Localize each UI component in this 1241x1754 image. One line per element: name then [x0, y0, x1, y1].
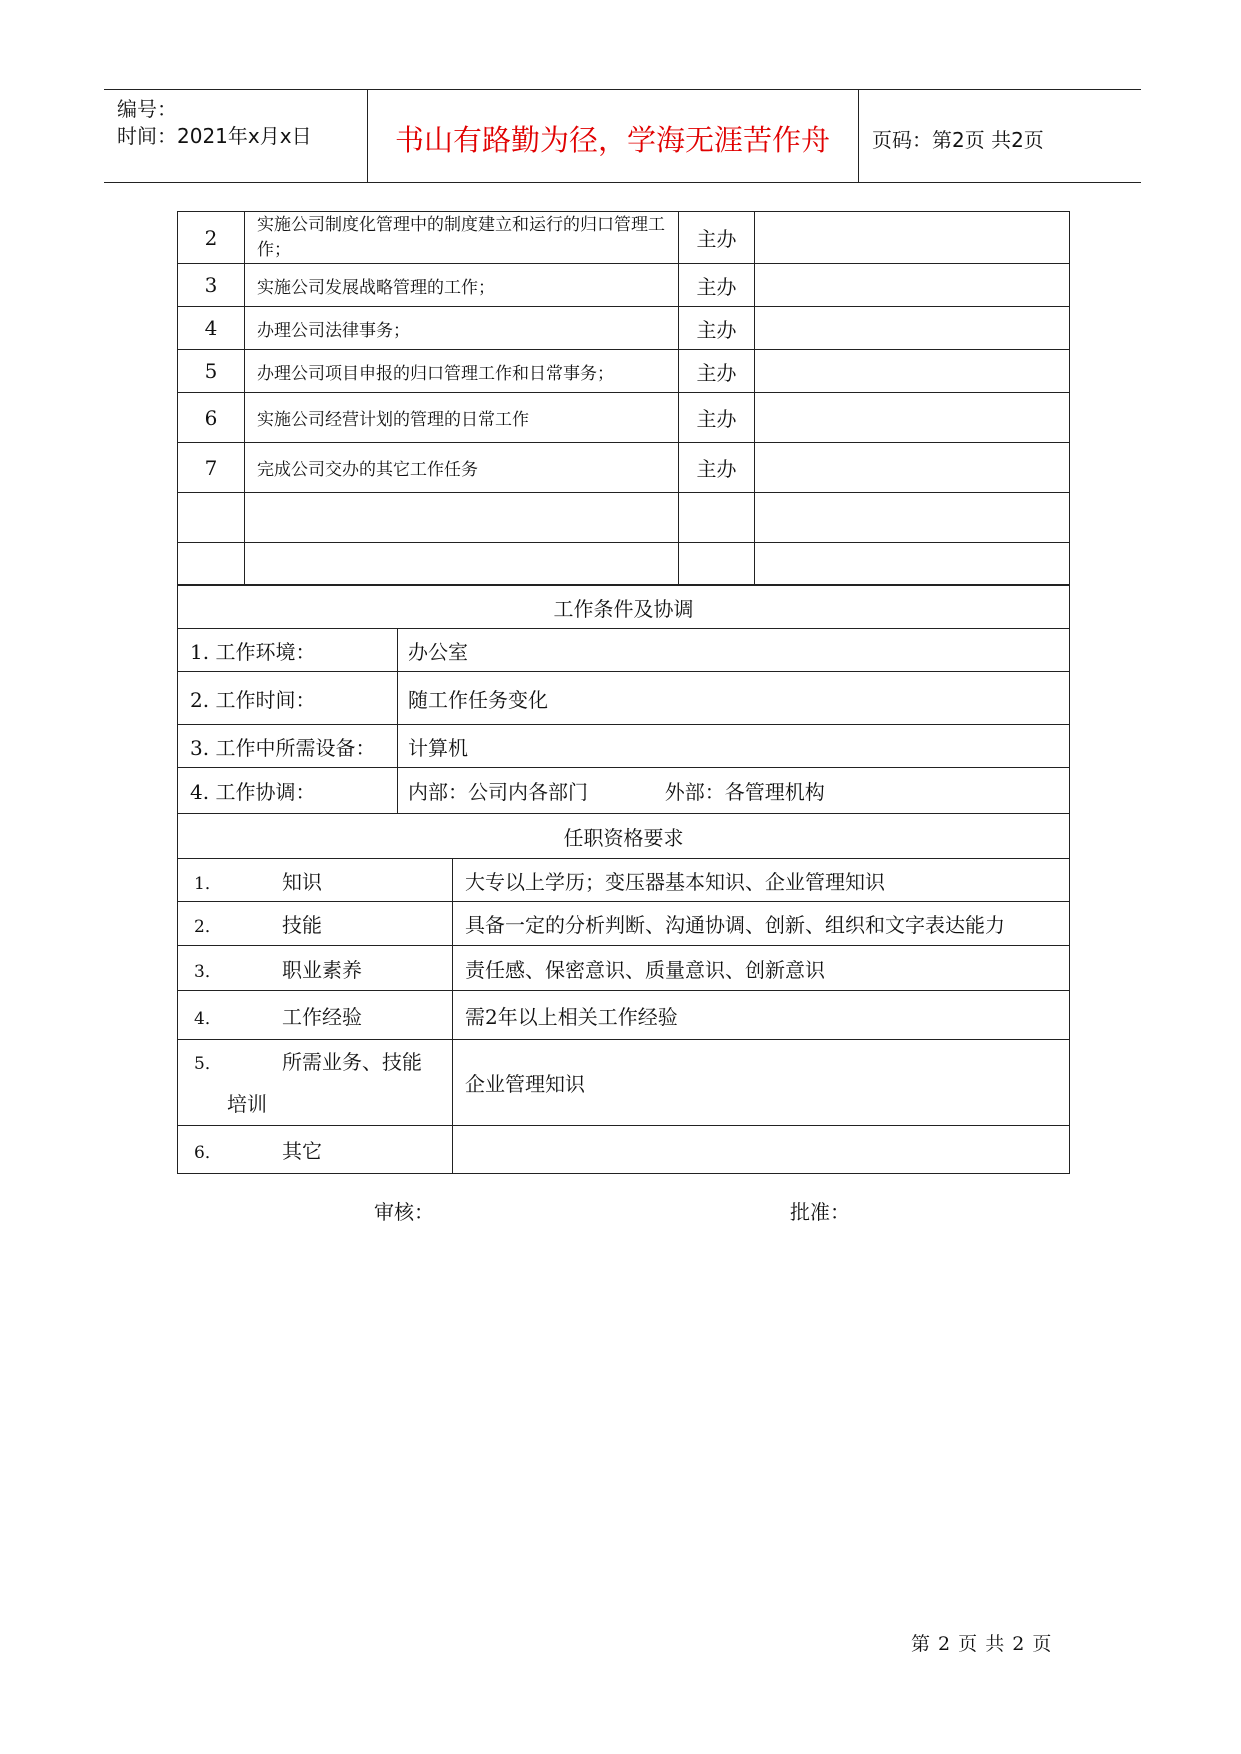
duty-content [245, 493, 679, 543]
table-row [178, 1040, 1070, 1126]
duty-role: 主办 [679, 393, 755, 443]
duty-number: 2 [178, 212, 245, 264]
duty-note [755, 393, 1070, 443]
condition-label: 3. 工作中所需设备： [178, 725, 398, 768]
duty-content: 实施公司发展战略管理的工作； [245, 264, 679, 307]
header-divider [858, 89, 859, 182]
duty-role: 主办 [679, 443, 755, 493]
qualification-label: 职业素养 [282, 957, 362, 982]
qualification-label-cell [178, 1040, 453, 1126]
qualification-label-cell [178, 946, 453, 991]
qualification-number: 2． [194, 917, 222, 937]
qualification-label: 工作经验 [282, 1004, 362, 1029]
qualification-label: 知识 [282, 869, 322, 894]
condition-label: 1. 工作环境： [178, 629, 398, 672]
condition-value: 随工作任务变化 [398, 672, 1070, 725]
duty-role [679, 543, 755, 585]
table-row [178, 443, 1070, 493]
table-row [178, 586, 1070, 629]
qualification-number: 6． [194, 1143, 222, 1163]
duty-note [755, 307, 1070, 350]
page-number-label: 页码：第2页 共2页 [872, 128, 1044, 152]
duty-number [178, 543, 245, 585]
duty-number: 5 [178, 350, 245, 393]
qualifications-heading: 任职资格要求 [178, 814, 1070, 859]
duty-number [178, 493, 245, 543]
header-bottom-rule [104, 182, 1141, 183]
qualification-number: 3． [194, 961, 222, 982]
qualification-value: 企业管理知识 [453, 1040, 1070, 1126]
duties-table [177, 211, 1070, 585]
qualification-label: 技能 [282, 913, 322, 937]
qualification-label-cell [178, 991, 453, 1040]
duty-content: 实施公司制度化管理中的制度建立和运行的归口管理工作； [245, 212, 679, 264]
qualification-number: 1． [194, 873, 222, 894]
condition-value: 计算机 [398, 725, 1070, 768]
duty-note [755, 264, 1070, 307]
footer-page-number: 第 2 页 共 2 页 [911, 1633, 1052, 1655]
header-top-rule [104, 89, 1141, 90]
header-motto: 书山有路勤为径，学海无涯苦作舟 [394, 123, 830, 157]
qualification-label: 所需业务、技能 [282, 1049, 422, 1074]
duty-note [755, 493, 1070, 543]
condition-value [398, 768, 1070, 814]
document-number-label: 编号： [117, 97, 177, 121]
condition-label: 4. 工作协调： [178, 768, 398, 814]
condition-value: 办公室 [398, 629, 1070, 672]
table-row [178, 902, 1070, 946]
table-row [178, 629, 1070, 672]
duty-role: 主办 [679, 264, 755, 307]
document-date: 时间：2021年x月x日 [117, 124, 312, 148]
duty-role: 主办 [679, 350, 755, 393]
condition-label: 2. 工作时间： [178, 672, 398, 725]
qualification-label-continued: 培训 [227, 1091, 267, 1116]
qualification-number: 5． [194, 1053, 222, 1074]
qualifications-table [177, 813, 1070, 1174]
duty-number: 7 [178, 443, 245, 493]
table-row [178, 350, 1070, 393]
table-row [178, 307, 1070, 350]
duty-content: 办理公司法律事务； [245, 307, 679, 350]
table-row [178, 212, 1070, 264]
duty-role [679, 493, 755, 543]
table-row [178, 946, 1070, 991]
duty-note [755, 543, 1070, 585]
duty-content [245, 543, 679, 585]
qualification-label: 其它 [282, 1139, 322, 1163]
table-row [178, 1126, 1070, 1174]
duty-number: 4 [178, 307, 245, 350]
duty-content: 实施公司经营计划的管理的日常工作 [245, 393, 679, 443]
duty-number: 3 [178, 264, 245, 307]
coordination-internal: 内部：公司内各部门 [408, 780, 588, 804]
table-row [178, 768, 1070, 814]
table-row [178, 672, 1070, 725]
duty-content: 办理公司项目申报的归口管理工作和日常事务； [245, 350, 679, 393]
duty-role: 主办 [679, 307, 755, 350]
qualification-label-cell [178, 902, 453, 946]
approve-label: 批准： [790, 1200, 850, 1224]
duty-role: 主办 [679, 212, 755, 264]
conditions-table [177, 585, 1070, 814]
duty-note [755, 443, 1070, 493]
qualification-value: 大专以上学历；变压器基本知识、企业管理知识 [453, 859, 1070, 902]
duty-note [755, 212, 1070, 264]
duty-note [755, 350, 1070, 393]
table-row [178, 814, 1070, 859]
coordination-external: 外部：各管理机构 [664, 780, 825, 804]
table-row [178, 543, 1070, 585]
duty-number: 6 [178, 393, 245, 443]
conditions-heading: 工作条件及协调 [178, 586, 1070, 629]
table-row [178, 393, 1070, 443]
table-row [178, 725, 1070, 768]
table-row [178, 493, 1070, 543]
qualification-value: 具备一定的分析判断、沟通协调、创新、组织和文字表达能力 [453, 902, 1070, 946]
qualification-value [453, 1126, 1070, 1174]
qualification-value: 责任感、保密意识、质量意识、创新意识 [453, 946, 1070, 991]
qualification-label-cell [178, 1126, 453, 1174]
review-label: 审核： [374, 1200, 434, 1224]
duty-content: 完成公司交办的其它工作任务 [245, 443, 679, 493]
table-row [178, 264, 1070, 307]
table-row [178, 991, 1070, 1040]
qualification-value: 需2年以上相关工作经验 [453, 991, 1070, 1040]
qualification-number: 4． [194, 1008, 222, 1029]
table-row [178, 859, 1070, 902]
qualification-label-cell [178, 859, 453, 902]
